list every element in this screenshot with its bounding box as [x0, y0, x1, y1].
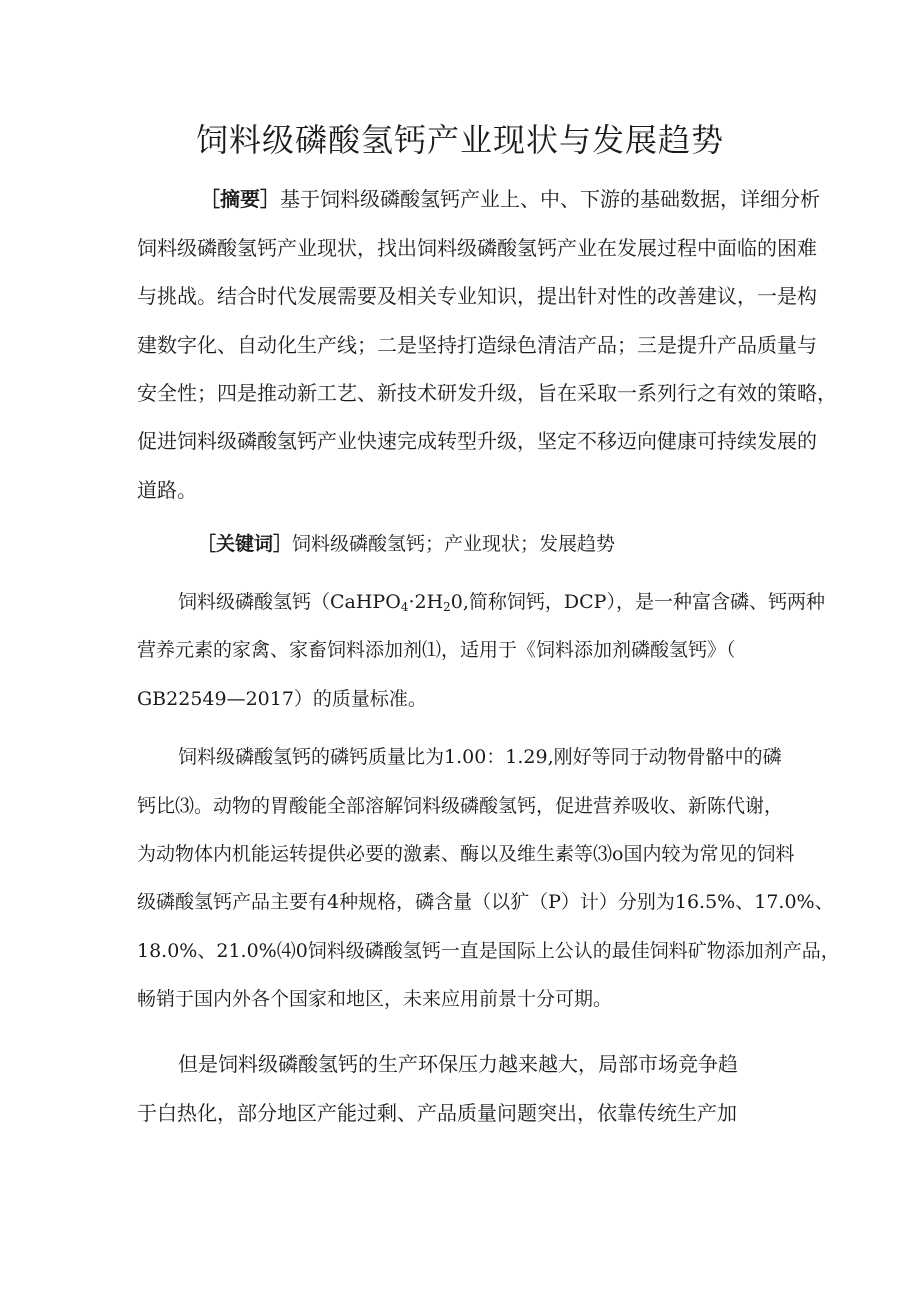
p3-line-1: 但是饲料级磷酸氢钙的生产环保压力越来越大，局部市场竞争趋	[178, 1052, 738, 1076]
abstract-label: ［摘要］	[200, 187, 280, 211]
p2-line-5: 18.0%、21.0%⑷0饲料级磷酸氢钙一直是国际上公认的最佳饲料矿物添加剂产品，	[137, 940, 840, 962]
p1-subscript-2: 2	[443, 600, 451, 614]
p1-text-c: 0,简称饲钙，DCP），是一种富含磷、钙两种	[450, 591, 825, 613]
abstract-line-3: 与挑战。结合时代发展需要及相关专业知识，提出针对性的改善建议，一是构	[137, 284, 817, 308]
p1-text-b: ·2H	[408, 591, 444, 613]
keywords	[197, 529, 615, 559]
p2-line-4: 级磷酸氢钙产品主要有4种规格，磷含量（以犷（P）计）分别为16.5%、17.0%、	[137, 891, 834, 913]
p1-subscript-1: 4	[400, 600, 409, 614]
p1-line-2: 营养元素的家禽、家畜饲料添加剂⑴，适用于《饲料添加剂磷酸氢钙》（	[137, 639, 736, 661]
abstract-line-2: 饲料级磷酸氢钙产业现状，找出饲料级磷酸氢钙产业在发展过程中面临的困难	[137, 236, 817, 260]
abstract-line-7: 道路。	[137, 478, 197, 502]
abstract-first-line	[200, 184, 820, 214]
abstract-line-1: 基于饲料级磷酸氢钙产业上、中、下游的基础数据，详细分析	[280, 187, 820, 211]
abstract-line-4: 建数字化、自动化生产线；二是坚持打造绿色清洁产品；三是提升产品质量与	[137, 333, 817, 357]
keywords-label: ［关键词］	[197, 533, 293, 555]
abstract-line-6: 促进饲料级磷酸氢钙产业快速完成转型升级，坚定不移迈向健康可持续发展的	[137, 429, 817, 453]
p2-line-1: 饲料级磷酸氢钙的磷钙质量比为1.00：1.29,刚好等同于动物骨骼中的磷	[178, 746, 782, 768]
document-title: 饲料级磷酸氢钙产业现状与发展趋势	[195, 121, 724, 159]
p2-line-2: 钙比⑶。动物的胃酸能全部溶解饲料级磷酸氢钙，促进营养吸收、新陈代谢，	[137, 795, 784, 817]
keywords-text: 饲料级磷酸氢钙；产业现状；发展趋势	[292, 533, 616, 555]
p1-line-1	[178, 587, 825, 617]
p2-line-6: 畅销于国内外各个国家和地区，未来应用前景十分可期。	[137, 988, 613, 1010]
abstract-line-5: 安全性；四是推动新工艺、新技术研发升级，旨在采取一系列行之有效的策略，	[137, 381, 837, 405]
p1-text-a: 饲料级磷酸氢钙（CaHPO	[178, 591, 401, 613]
p2-line-3: 为动物体内机能运转提供必要的激素、酶以及维生素等⑶o国内较为常见的饲料	[137, 843, 795, 865]
p3-line-2: 于白热化，部分地区产能过剩、产品质量问题突出，依靠传统生产加	[137, 1101, 737, 1125]
p1-line-3: GB22549—2017）的质量标准。	[137, 688, 427, 710]
